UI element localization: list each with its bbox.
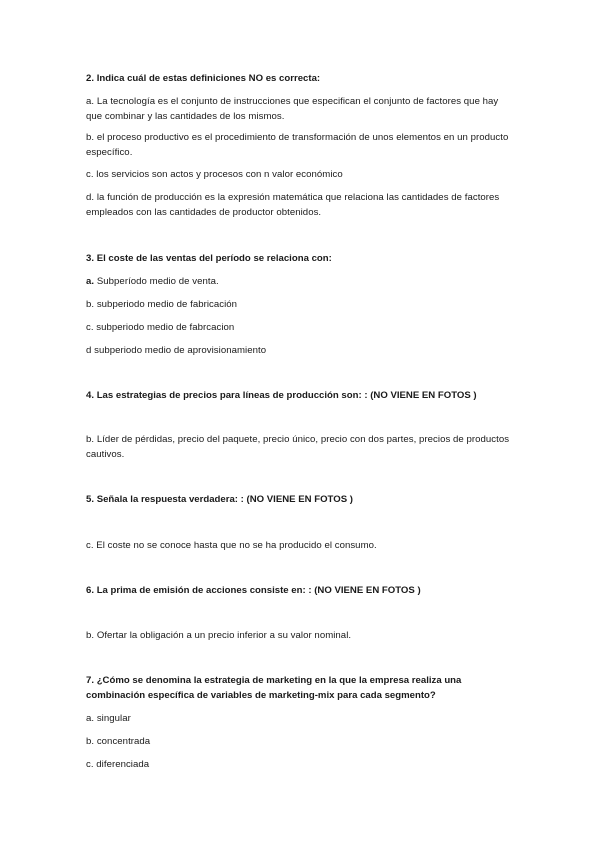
option-letter: d	[86, 345, 92, 356]
option-letter: c.	[86, 540, 94, 551]
option-text: El coste no se conoce hasta que no se ha producido el consumo.	[96, 540, 377, 551]
option-letter: c.	[86, 322, 94, 333]
option-letter: a.	[86, 713, 95, 724]
option-letter: a.	[86, 96, 95, 107]
option-letter: b.	[86, 299, 95, 310]
question-2-text: Indica cuál de estas definiciones NO es correcta:	[96, 73, 321, 84]
option-text: subperiodo medio de aprovisionamiento	[94, 345, 267, 356]
question-7-option-a	[86, 711, 516, 726]
question-3	[86, 251, 516, 266]
question-3-option-a	[86, 274, 516, 289]
question-5-option-c	[86, 538, 516, 553]
option-text: subperiodo medio de fabrcacion	[96, 322, 235, 333]
question-6-text: La prima de emisión de acciones consiste en: : (NO VIENE EN FOTOS )	[96, 585, 421, 596]
question-5-title	[86, 492, 516, 507]
question-7-number: 7.	[86, 675, 95, 686]
option-text: el proceso productivo es el procedimiento de transformación de unos elementos en un producto específico.	[86, 132, 509, 158]
question-7-text: ¿Cómo se denomina la estrategia de marketing en la que la empresa realiza una combinación específica de variables de marketing-mix para cada segmento?	[86, 675, 462, 701]
option-letter: b.	[86, 736, 95, 747]
question-3-title	[86, 251, 516, 266]
option-text: La tecnología es el conjunto de instrucciones que especifican el conjunto de factores que hay que combinar y las cantidades de los mismos.	[86, 96, 499, 122]
option-letter: a.	[86, 276, 95, 287]
option-text: la función de producción es la expresión matemática que relaciona las cantidades de factores empleados con las cantidades de productor obtenidos.	[86, 192, 500, 218]
option-letter: d.	[86, 192, 95, 203]
option-text: los servicios son actos y procesos con n valor económico	[96, 169, 343, 180]
option-text: subperiodo medio de fabricación	[96, 299, 238, 310]
question-4-title	[86, 388, 516, 403]
question-2	[86, 71, 516, 86]
question-6	[86, 583, 516, 598]
question-3-option-b	[86, 297, 516, 312]
question-3-option-c	[86, 320, 516, 335]
question-2-option-d	[86, 190, 516, 220]
option-letter: c.	[86, 169, 94, 180]
question-7-option-c	[86, 757, 516, 772]
question-2-number: 2.	[86, 73, 95, 84]
option-text: Ofertar la obligación a un precio inferior a su valor nominal.	[96, 630, 352, 641]
option-letter: c.	[86, 759, 94, 770]
question-3-option-d	[86, 343, 516, 358]
question-6-option-b	[86, 628, 516, 643]
option-text: concentrada	[96, 736, 151, 747]
question-7-option-b	[86, 734, 516, 749]
question-7	[86, 673, 516, 703]
option-text: Líder de pérdidas, precio del paquete, precio único, precio con dos partes, precios de productos cautivos.	[86, 434, 510, 460]
option-letter: b.	[86, 132, 95, 143]
question-6-title	[86, 583, 516, 598]
question-4	[86, 388, 516, 403]
question-6-number: 6.	[86, 585, 95, 596]
question-2-option-c	[86, 167, 516, 182]
question-4-option-b	[86, 432, 516, 462]
question-3-text: El coste de las ventas del período se relaciona con:	[96, 253, 332, 264]
question-2-option-b	[86, 130, 516, 160]
option-text: singular	[96, 713, 131, 724]
option-text: Subperíodo medio de venta.	[96, 276, 219, 287]
question-5-number: 5.	[86, 494, 95, 505]
option-letter: b.	[86, 434, 95, 445]
question-2-title	[86, 71, 516, 86]
question-5	[86, 492, 516, 507]
question-3-number: 3.	[86, 253, 95, 264]
question-7-title	[86, 673, 516, 703]
question-4-number: 4.	[86, 390, 95, 401]
option-letter: b.	[86, 630, 95, 641]
option-text: diferenciada	[96, 759, 150, 770]
question-5-text: Señala la respuesta verdadera: : (NO VIENE EN FOTOS )	[96, 494, 353, 505]
question-4-text: Las estrategias de precios para líneas de producción son: : (NO VIENE EN FOTOS )	[96, 390, 477, 401]
question-2-option-a	[86, 94, 516, 124]
